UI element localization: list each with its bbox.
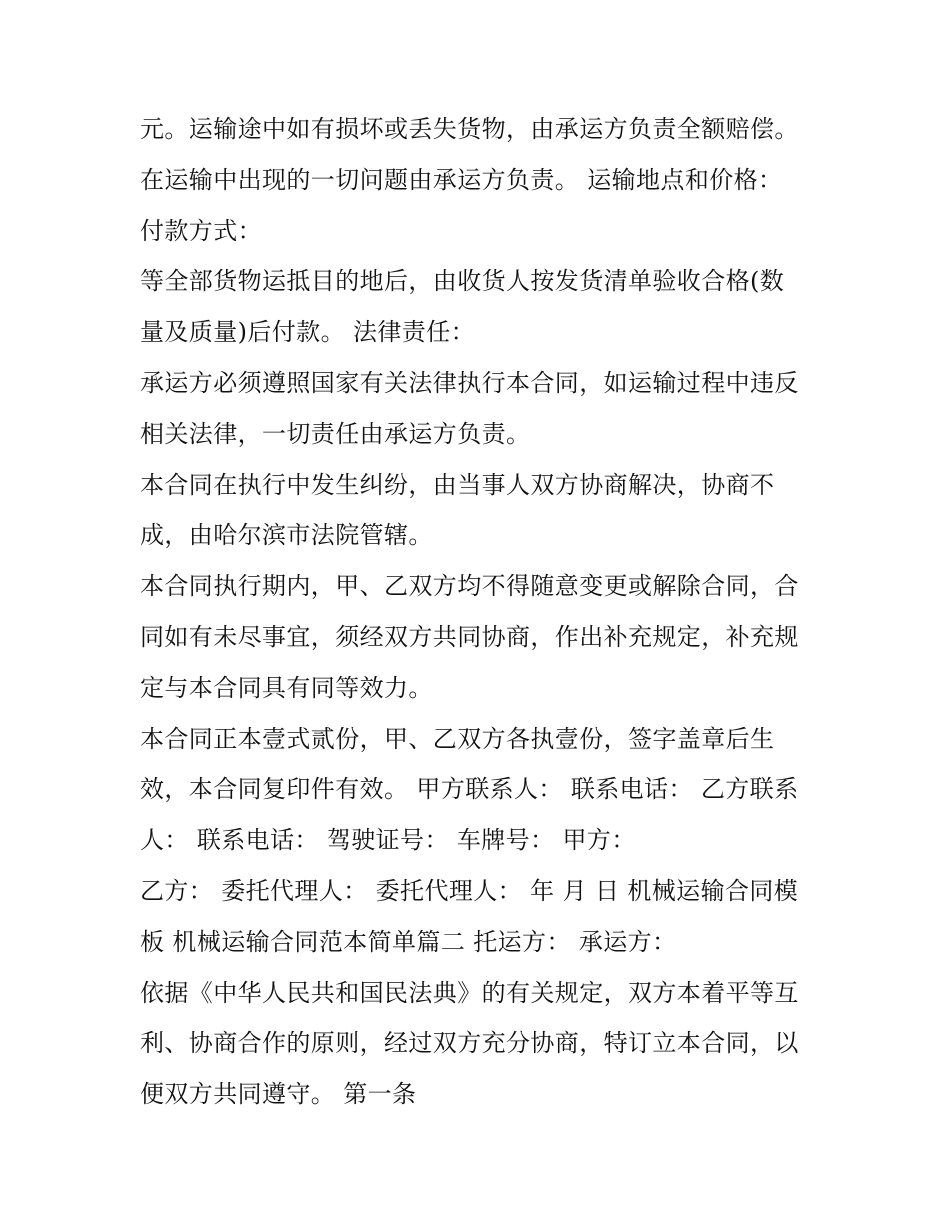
text-line: 本合同在执行中发生纠纷，由当事人双方协商解决，协商不 <box>140 470 775 499</box>
text-line: 在运输中出现的一切问题由承运方负责。 运输地点和价格： <box>140 165 783 194</box>
text-line: 本合同正本壹式贰份，甲、乙双方各执壹份，签字盖章后生 <box>140 724 775 753</box>
text-line: 付款方式： <box>140 216 262 245</box>
text-line: 本合同执行期内，甲、乙双方均不得随意变更或解除合同，合 <box>140 572 799 601</box>
text-line: 相关法律，一切责任由承运方负责。 <box>140 419 531 448</box>
text-line: 同如有未尽事宜，须经双方共同协商，作出补充规定，补充规 <box>140 622 799 651</box>
text-line: 依据《中华人民共和国民法典》的有关规定，双方本着平等互 <box>140 978 799 1007</box>
text-line: 乙方： 委托代理人： 委托代理人： 年 月 日 机械运输合同模 <box>140 876 799 905</box>
text-line: 定与本合同具有同等效力。 <box>140 673 433 702</box>
text-line: 元。运输途中如有损坏或丢失货物，由承运方负责全额赔偿。 <box>140 115 799 143</box>
document-body <box>140 104 830 1120</box>
text-line: 等全部货物运抵目的地后，由收货人按发货清单验收合格(数 <box>140 267 785 296</box>
text-line: 成，由哈尔滨市法院管辖。 <box>140 521 433 550</box>
text-line: 利、协商合作的原则，经过双方充分协商，特订立本合同，以 <box>140 1029 799 1058</box>
text-line: 便双方共同遵守。 第一条 <box>140 1080 417 1109</box>
text-line: 量及质量)后付款。 法律责任： <box>140 318 475 347</box>
text-line: 板 机械运输合同范本简单篇二 托运方： 承运方： <box>140 927 677 956</box>
text-line: 人： 联系电话： 驾驶证号： 车牌号： 甲方： <box>140 826 636 855</box>
text-line: 效，本合同复印件有效。 甲方联系人： 联系电话： 乙方联系 <box>140 775 799 804</box>
text-line: 承运方必须遵照国家有关法律执行本合同，如运输过程中违反 <box>140 368 799 397</box>
